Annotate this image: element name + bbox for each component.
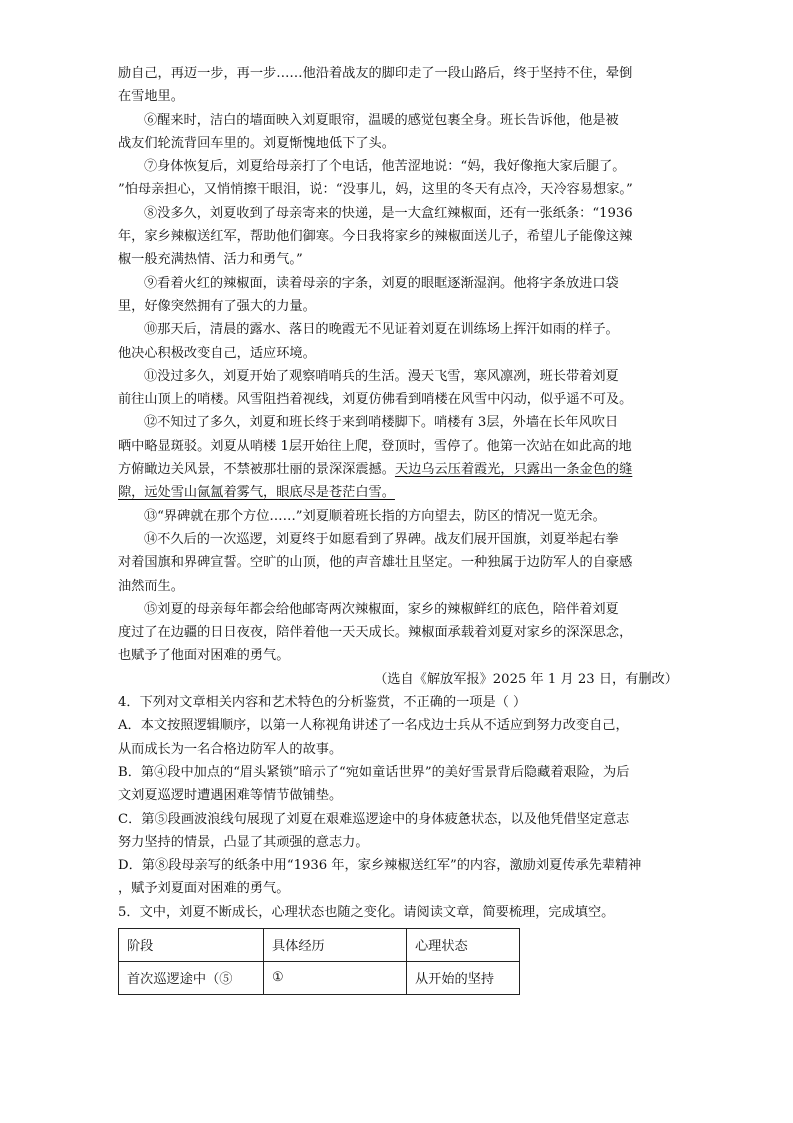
option-a-cont: 从而成长为一名合格边防军人的故事。: [118, 741, 343, 757]
paragraph-10: ⑩那天后，清晨的露水、落日的晚霞无不见证着刘夏在训练场上挥汗如雨的样子。: [144, 322, 619, 338]
table-header-row: [119, 928, 520, 961]
text-plain: 方俯瞰边关风景，不禁被那壮丽的景深深震撼。: [118, 462, 395, 478]
text-line: 前往山顶上的哨楼。风雪阻挡着视线，刘夏仿佛看到哨楼在风雪中闪动，似乎遥不可及。: [118, 392, 633, 408]
paragraph-7: ⑦身体恢复后，刘夏给母亲打了个电话，他苦涩地说：“妈，我好像拖大家后腿了。: [144, 159, 626, 175]
option-d-cont: ，赋予刘夏面对困难的勇气。: [118, 881, 290, 897]
text-line: 度过了在边疆的日日夜夜，陪伴着他一天天成长。辣椒面承载着刘夏对家乡的深深思念，: [118, 625, 633, 641]
paragraph-14: ⑭不久后的一次巡逻，刘夏终于如愿看到了界碑。战友们展开国旗，刘夏举起右拳: [144, 531, 619, 547]
text-line: 年，家乡辣椒送红军，帮助他们御寒。今日我将家乡的辣椒面送儿子，希望儿子能像这辣: [118, 229, 633, 245]
option-b-cont: 文刘夏巡逻时遭遇困难等情节做铺垫。: [118, 788, 343, 804]
question-4-stem: 4．下列对文章相关内容和艺术特色的分析鉴赏，不正确的一项是（ ）: [118, 695, 527, 711]
option-b: B．第④段中加点的“眉头紧锁”暗示了“宛如童话世界”的美好雪景背后隐藏着艰险，为后: [118, 764, 630, 780]
text-line: 晒中略显斑驳。刘夏从哨楼 1层开始往上爬，登顶时，雪停了。他第一次站在如此高的地: [118, 438, 632, 454]
text-line: 他决心积极改变自己，适应环境。: [118, 345, 316, 361]
option-d: D．第⑧段母亲写的纸条中用“1936 年，家乡辣椒送红军”的内容，激励刘夏传承先辈精神: [118, 858, 642, 874]
text-line: 也赋予了他面对困难的勇气。: [118, 648, 290, 664]
document-page: [118, 62, 678, 995]
table-header-cell: 心理状态: [407, 928, 520, 961]
text-line: 油然而生。: [118, 578, 184, 594]
option-c-cont: 努力坚持的情景，凸显了其顽强的意志力。: [118, 834, 369, 850]
text-line: [118, 458, 678, 481]
answer-table: [118, 928, 520, 995]
paragraph-9: ⑨看着火红的辣椒面，读着母亲的字条，刘夏的眼眶逐渐湿润。他将字条放进口袋: [144, 275, 619, 291]
paragraph-13: ⑬“界碑就在那个方位……”刘夏顺着班长指的方向望去，防区的情况一览无余。: [144, 508, 606, 524]
option-a: A．本文按照逻辑顺序，以第一人称视角讲述了一名戍边士兵从不适应到努力改变自己，: [118, 718, 629, 734]
paragraph-6: ⑥醒来时，洁白的墙面映入刘夏眼帘，温暖的感觉包裹全身。班长告诉他，他是被: [144, 112, 619, 128]
paragraph-12: ⑫不知过了多久，刘夏和班长终于来到哨楼脚下。哨楼有 3层，外墙在长年风吹日: [144, 415, 619, 431]
table-row: [119, 961, 520, 994]
paragraph-15: ⑮刘夏的母亲每年都会给他邮寄两次辣椒面，家乡的辣椒鲜红的底色，陪伴着刘夏: [144, 601, 619, 617]
text-line: 对着国旗和界碑宣誓。空旷的山顶，他的声音雄壮且坚定。一种独属于边防军人的自豪感: [118, 555, 633, 571]
text-line: [118, 481, 678, 504]
option-c: C．第⑤段画波浪线句展现了刘夏在艰难巡逻途中的身体疲惫状态，以及他凭借坚定意志: [118, 811, 630, 827]
table-header-cell: 阶段: [119, 928, 264, 961]
text-line: ”怕母亲担心，又悄悄擦干眼泪，说：“没事儿，妈，这里的冬天有点冷，天冷容易想家。”: [118, 182, 633, 198]
table-header-cell: 具体经历: [264, 928, 407, 961]
text-line: 励自己，再迈一步，再一步……他沿着战友的脚印走了一段山路后，终于坚持不住，晕倒: [118, 66, 633, 81]
question-5-stem: 5．文中，刘夏不断成长，心理状态也随之变化。请阅读文章，简要梳理，完成填空。: [118, 904, 615, 920]
table-cell[interactable]: ①: [264, 961, 407, 994]
text-line: 椒一般充满热情、活力和勇气。”: [118, 252, 303, 268]
table-cell: 首次巡逻途中（⑤: [119, 961, 264, 994]
table-cell: 从开始的坚持: [407, 961, 520, 994]
text-line: 里，好像突然拥有了强大的力量。: [118, 298, 316, 314]
paragraph-11: ⑪没过多久，刘夏开始了观察哨哨兵的生活。漫天飞雪，寒风凛冽，班长带着刘夏: [144, 368, 619, 384]
text-line: 在雪地里。: [118, 89, 184, 105]
text-line: 战友们轮流背回车里的。刘夏惭愧地低下了头。: [118, 135, 395, 151]
underlined-sentence: 天边乌云压着霞光，只露出一条金色的缝: [394, 462, 633, 478]
underlined-sentence: 隙，远处雪山氤氲着雾气，眼底尽是苍茫白雪。: [118, 485, 395, 501]
paragraph-8: ⑧没多久，刘夏收到了母亲寄来的快递，是一大盒红辣椒面，还有一张纸条：“1936: [144, 205, 633, 221]
source-citation: （选自《解放军报》2025 年 1 月 23 日，有删改）: [374, 671, 678, 687]
